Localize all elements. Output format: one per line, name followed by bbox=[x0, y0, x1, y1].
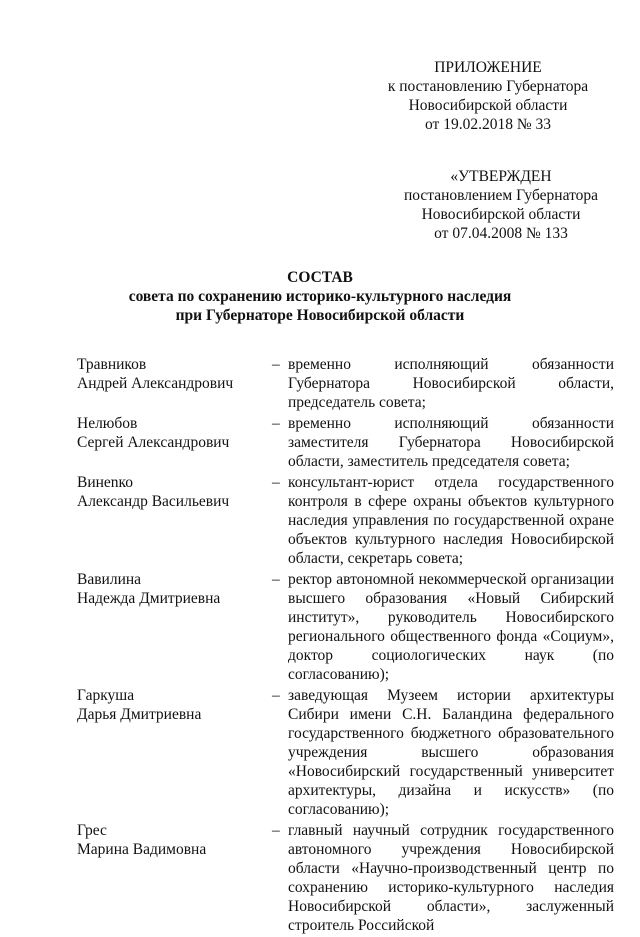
member-surname: Винеnко bbox=[77, 474, 134, 491]
member-row bbox=[77, 355, 614, 412]
approval-region: Новосибирской области bbox=[421, 206, 581, 223]
approval-ref: постановлением Губернатора bbox=[403, 187, 599, 204]
member-row bbox=[77, 570, 614, 684]
approval-block bbox=[395, 167, 607, 243]
dash-separator: – bbox=[272, 474, 280, 491]
member-given-name: Сергей Александрович bbox=[77, 434, 230, 451]
dash-separator: – bbox=[272, 822, 280, 839]
heading-subtitle-1: совета по сохранению историко-культурного наследия bbox=[128, 288, 512, 305]
appendix-block bbox=[380, 58, 596, 134]
member-name bbox=[77, 414, 272, 471]
member-name bbox=[77, 686, 272, 819]
member-row bbox=[77, 821, 614, 935]
member-surname: Вавилина bbox=[77, 571, 142, 588]
member-surname: Травников bbox=[77, 356, 147, 373]
dash-separator: – bbox=[272, 687, 280, 704]
member-role: консультант-юрист отдела государственного контроля в сфере охраны объектов культурного наследия управления по государственной охране объектов культурного наследия Новосибирской области, секретарь совета; bbox=[288, 474, 614, 567]
member-row bbox=[77, 686, 614, 819]
member-role: временно исполняющий обязанности Губернатора Новосибирской области, председатель совета; bbox=[288, 356, 614, 411]
member-role: временно исполняющий обязанности заместителя Губернатора Новосибирской области, заместитель председателя совета; bbox=[288, 415, 614, 470]
heading-subtitle-2: при Губернаторе Новосибирской области bbox=[175, 307, 465, 324]
member-role: главный научный сотрудник государственного автономного учреждения Новосибирской области «Научно-производственный центр по сохранению историко-культурного наследия Новосибирской области», заслуженный строитель Российской bbox=[288, 822, 614, 934]
approval-label: «УТВЕРЖДЕН bbox=[450, 168, 552, 185]
heading-title: СОСТАВ bbox=[287, 269, 353, 286]
member-name bbox=[77, 570, 272, 684]
member-name bbox=[77, 355, 272, 412]
approval-date: от 07.04.2008 № 133 bbox=[434, 225, 568, 242]
member-role: заведующая Музеем истории архитектуры Сибири имени С.Н. Баландина федерального государственного бюджетного образовательного учреждения высшего образования «Новосибирский государственный университет архитектуры, дизайна и искусств» (по согласованию); bbox=[288, 687, 614, 818]
member-name bbox=[77, 473, 272, 568]
member-surname: Грес bbox=[77, 822, 107, 839]
member-given-name: Марина Вадимовна bbox=[77, 841, 207, 858]
appendix-label: ПРИЛОЖЕНИЕ bbox=[434, 59, 542, 76]
member-given-name: Надежда Дмитриевна bbox=[77, 590, 221, 607]
dash-separator: – bbox=[272, 571, 280, 588]
member-given-name: Андрей Александрович bbox=[77, 375, 234, 392]
appendix-region: Новосибирской области bbox=[408, 97, 568, 114]
appendix-ref: к постановлению Губернатора bbox=[387, 78, 589, 95]
dash-separator: – bbox=[272, 356, 280, 373]
member-row bbox=[77, 414, 614, 471]
dash-separator: – bbox=[272, 415, 280, 432]
member-role: ректор автономной некоммерческой организации высшего образования «Новый Сибирский институт», руководитель Новосибирского регионального общественного фонда «Социум», доктор социологических наук (по согласованию); bbox=[288, 571, 614, 683]
appendix-date: от 19.02.2018 № 33 bbox=[425, 116, 551, 133]
member-given-name: Дарья Дмитриевна bbox=[77, 706, 202, 723]
members-list bbox=[77, 355, 614, 937]
member-given-name: Александр Васильевич bbox=[77, 493, 230, 510]
document-heading bbox=[0, 268, 640, 325]
member-surname: Нелюбов bbox=[77, 415, 138, 432]
member-row bbox=[77, 473, 614, 568]
member-name bbox=[77, 821, 272, 935]
member-surname: Гаркуша bbox=[77, 687, 135, 704]
